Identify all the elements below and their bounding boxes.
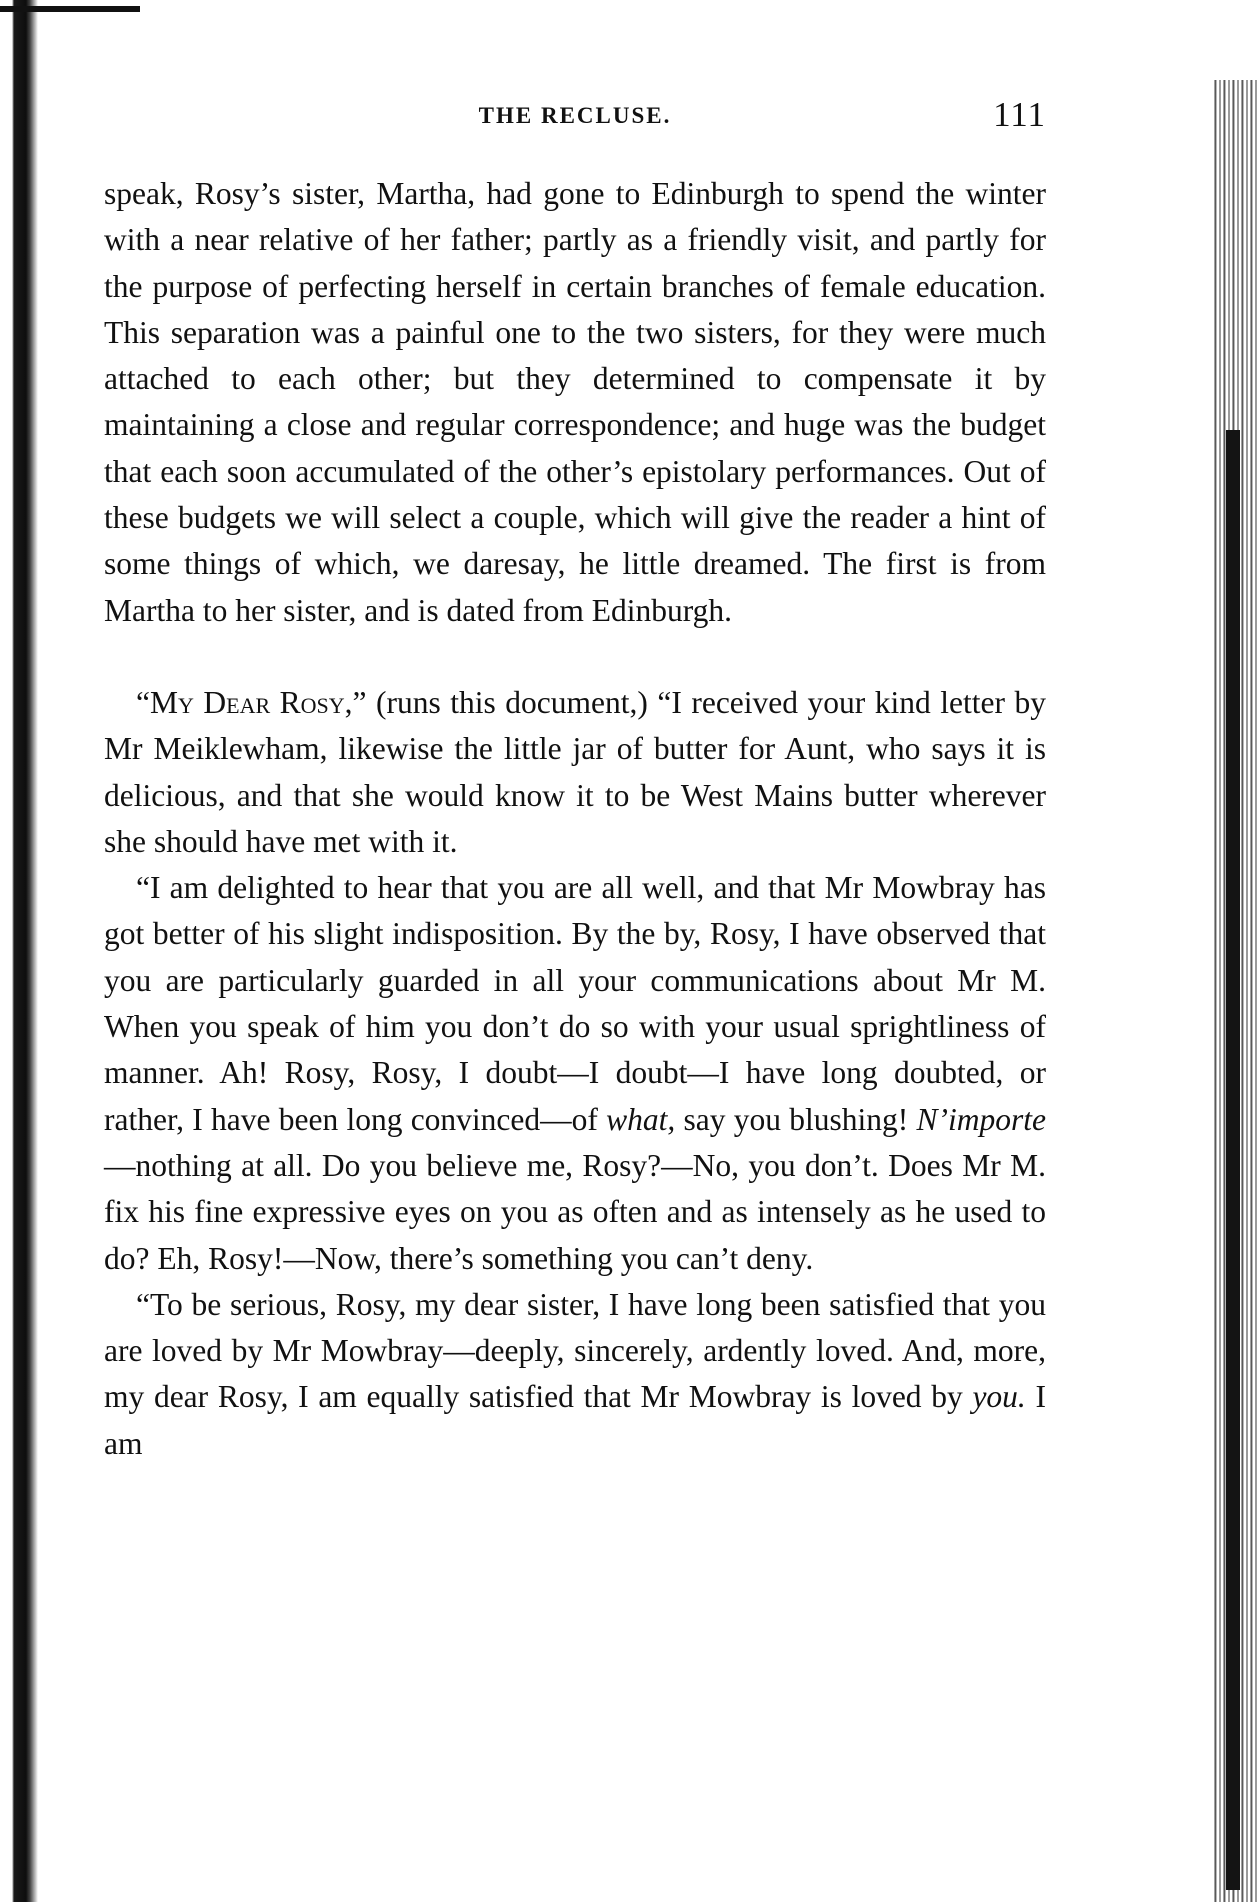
paragraph-3-text-b: say you blushing!	[675, 1101, 917, 1137]
book-page	[104, 0, 1046, 1902]
page-number: 111	[993, 95, 1046, 134]
body-text	[104, 171, 1046, 1467]
paragraph-4-text-b: I am	[104, 1379, 1046, 1461]
paragraph-3-em-b: N’importe	[916, 1101, 1046, 1137]
paragraph-4-em-a: you.	[972, 1379, 1026, 1415]
paragraph-3-em-a: what,	[606, 1101, 676, 1137]
running-title: THE RECLUSE.	[478, 103, 672, 128]
letter-salutation: “My Dear Rosy,”	[136, 684, 367, 720]
paragraph-3	[104, 865, 1046, 1282]
paragraph-4	[104, 1282, 1046, 1467]
paragraph-3-text-a: “I am delighted to hear that you are all well, and that Mr Mowbray has got better of his slight indisposition. By the by, Rosy, I have observed that you are particularly guarded in all your communications about Mr M. When you speak of him you don’t do so with your usual sprightliness of manner. Ah! Rosy, Rosy, I doubt—I doubt—I have long doubted, or rather, I have been long convinced—of	[104, 870, 1046, 1137]
paragraph-1	[104, 171, 1046, 634]
paragraph-3-text-c: —nothing at all. Do you believe me, Rosy?—No, you don’t. Does Mr M. fix his fine expressive eyes on you as often and as intensely as he used to do? Eh, Rosy!—Now, there’s something you can’t deny.	[104, 1147, 1046, 1276]
running-head	[104, 95, 1046, 135]
paragraph-2	[104, 680, 1046, 865]
paragraph-2-text: (runs this document,) “I received your kind letter by Mr Meiklewham, likewise the little jar of butter for Aunt, who says it is delicious, and that she would know it to be West Mains butter wherever she should have met with it.	[104, 684, 1046, 859]
gutter-dark-band	[1226, 430, 1240, 1890]
paragraph-1-text: speak, Rosy’s sister, Martha, had gone to Edinburgh to spend the winter with a near relative of her father; partly as a friendly visit, and partly for the purpose of perfecting herself in certain branches of female education. This separation was a painful one to the two sisters, for they were much attached to each other; but they determined to compensate it by maintaining a close and regular correspondence; and huge was the budget that each soon accumulated of the other’s epistolary performances. Out of these budgets we will select a couple, which will give the reader a hint of some things of which, we daresay, he little dreamed. The first is from Martha to her sister, and is dated from Edinburgh.	[104, 176, 1046, 628]
paragraph-4-text-a: “To be serious, Rosy, my dear sister, I have long been satisfied that you are loved by Mr Mowbray—deeply, sincerely, ardently loved. And, more, my dear Rosy, I am equally satisfied that Mr Mowbray is loved by	[104, 1286, 1046, 1415]
binding-edge	[0, 0, 40, 1902]
